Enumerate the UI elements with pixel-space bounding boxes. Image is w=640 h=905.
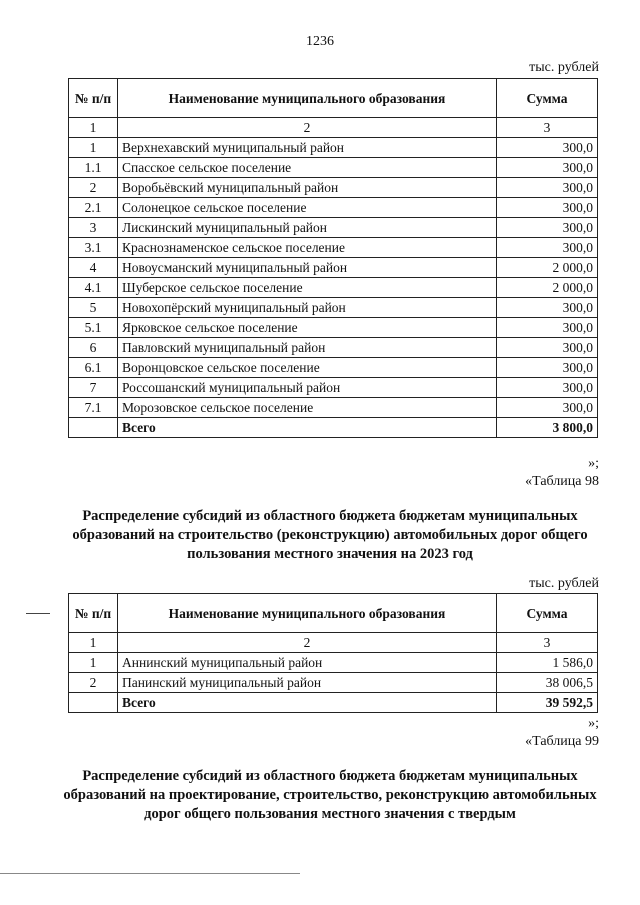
header-num: № п/п: [69, 594, 118, 633]
municipality-name: Аннинский муниципальный район: [118, 653, 497, 673]
municipality-name: Воробьёвский муниципальный район: [118, 178, 497, 198]
table-row: [69, 318, 598, 338]
table-ref-98: «Таблица 98: [525, 474, 599, 489]
column-index-cell: 1: [69, 118, 118, 138]
table-header-row: [69, 594, 598, 633]
section-heading-1: Распределение субсидий из областного бюджета бюджетам муниципальных образований на строительство (реконструкцию) автомобильных дорог общего пользования местного значения на 2023 год: [72, 508, 588, 562]
column-index-cell: 1: [69, 633, 118, 653]
subsidy-amount: 300,0: [497, 378, 598, 398]
subsidy-amount: 300,0: [497, 238, 598, 258]
subsidy-amount: 2 000,0: [497, 278, 598, 298]
municipality-name: Шуберское сельское поселение: [118, 278, 497, 298]
subsidy-amount: 1 586,0: [497, 653, 598, 673]
row-number: 4.1: [69, 278, 118, 298]
row-number: 6: [69, 338, 118, 358]
closing-quote-1: »;: [588, 456, 599, 471]
column-index-cell: 3: [497, 118, 598, 138]
subsidy-table-2: [68, 593, 598, 713]
total-amount: 3 800,0: [497, 418, 598, 438]
table-row: [69, 358, 598, 378]
municipality-name: Солонецкое сельское поселение: [118, 198, 497, 218]
row-number: 3: [69, 218, 118, 238]
row-number: 4: [69, 258, 118, 278]
table-row: [69, 673, 598, 693]
row-number: 2: [69, 178, 118, 198]
municipality-name: Лискинский муниципальный район: [118, 218, 497, 238]
table-row: [69, 158, 598, 178]
column-index-row: [69, 633, 598, 653]
header-num: № п/п: [69, 79, 118, 118]
margin-mark: [26, 613, 50, 614]
header-name: Наименование муниципального образования: [118, 594, 497, 633]
subsidy-amount: 300,0: [497, 218, 598, 238]
municipality-name: Спасское сельское поселение: [118, 158, 497, 178]
column-index-cell: 2: [118, 633, 497, 653]
subsidy-amount: 300,0: [497, 178, 598, 198]
subsidy-amount: 300,0: [497, 358, 598, 378]
table-row: [69, 218, 598, 238]
subsidy-amount: 300,0: [497, 138, 598, 158]
table-row: [69, 298, 598, 318]
row-number: 1: [69, 653, 118, 673]
table-header-row: [69, 79, 598, 118]
municipality-name: Новохопёрский муниципальный район: [118, 298, 497, 318]
subsidy-table-1: [68, 78, 598, 438]
row-number: 2.1: [69, 198, 118, 218]
table-row: [69, 178, 598, 198]
subsidy-amount: 300,0: [497, 318, 598, 338]
table-row: [69, 138, 598, 158]
municipality-name: Верхнехавский муниципальный район: [118, 138, 497, 158]
units-label-1: тыс. рублей: [529, 60, 599, 75]
table-row: [69, 198, 598, 218]
subsidy-amount: 300,0: [497, 298, 598, 318]
municipality-name: Новоусманский муниципальный район: [118, 258, 497, 278]
table-ref-99: «Таблица 99: [525, 734, 599, 749]
table-row: [69, 653, 598, 673]
page-number: 1236: [306, 34, 334, 49]
row-number: 7: [69, 378, 118, 398]
municipality-name: Краснознаменское сельское поселение: [118, 238, 497, 258]
row-number: 7.1: [69, 398, 118, 418]
row-number: 1: [69, 138, 118, 158]
total-row: [69, 693, 598, 713]
total-label: Всего: [118, 693, 497, 713]
footer-rule: [0, 873, 300, 874]
row-number: 1.1: [69, 158, 118, 178]
table-row: [69, 378, 598, 398]
municipality-name: Панинский муниципальный район: [118, 673, 497, 693]
table-row: [69, 398, 598, 418]
municipality-name: Морозовское сельское поселение: [118, 398, 497, 418]
municipality-name: Воронцовское сельское поселение: [118, 358, 497, 378]
table-row: [69, 338, 598, 358]
row-number: 6.1: [69, 358, 118, 378]
subsidy-amount: 2 000,0: [497, 258, 598, 278]
total-num-cell: [69, 418, 118, 438]
header-name: Наименование муниципального образования: [118, 79, 497, 118]
column-index-row: [69, 118, 598, 138]
table-row: [69, 258, 598, 278]
subsidy-amount: 300,0: [497, 398, 598, 418]
header-sum: Сумма: [497, 79, 598, 118]
total-amount: 39 592,5: [497, 693, 598, 713]
section-heading-2: Распределение субсидий из областного бюджета бюджетам муниципальных образований на проектирование, строительство, реконструкцию автомобильных дорог общего пользования местного значения с твердым: [63, 768, 597, 822]
table-row: [69, 238, 598, 258]
subsidy-amount: 300,0: [497, 158, 598, 178]
total-num-cell: [69, 693, 118, 713]
total-row: [69, 418, 598, 438]
row-number: 2: [69, 673, 118, 693]
municipality-name: Россошанский муниципальный район: [118, 378, 497, 398]
table-row: [69, 278, 598, 298]
total-label: Всего: [118, 418, 497, 438]
subsidy-amount: 38 006,5: [497, 673, 598, 693]
subsidy-amount: 300,0: [497, 198, 598, 218]
municipality-name: Павловский муниципальный район: [118, 338, 497, 358]
row-number: 3.1: [69, 238, 118, 258]
row-number: 5: [69, 298, 118, 318]
row-number: 5.1: [69, 318, 118, 338]
subsidy-amount: 300,0: [497, 338, 598, 358]
units-label-2: тыс. рублей: [529, 576, 599, 591]
municipality-name: Ярковское сельское поселение: [118, 318, 497, 338]
column-index-cell: 3: [497, 633, 598, 653]
column-index-cell: 2: [118, 118, 497, 138]
header-sum: Сумма: [497, 594, 598, 633]
closing-quote-2: »;: [588, 716, 599, 731]
